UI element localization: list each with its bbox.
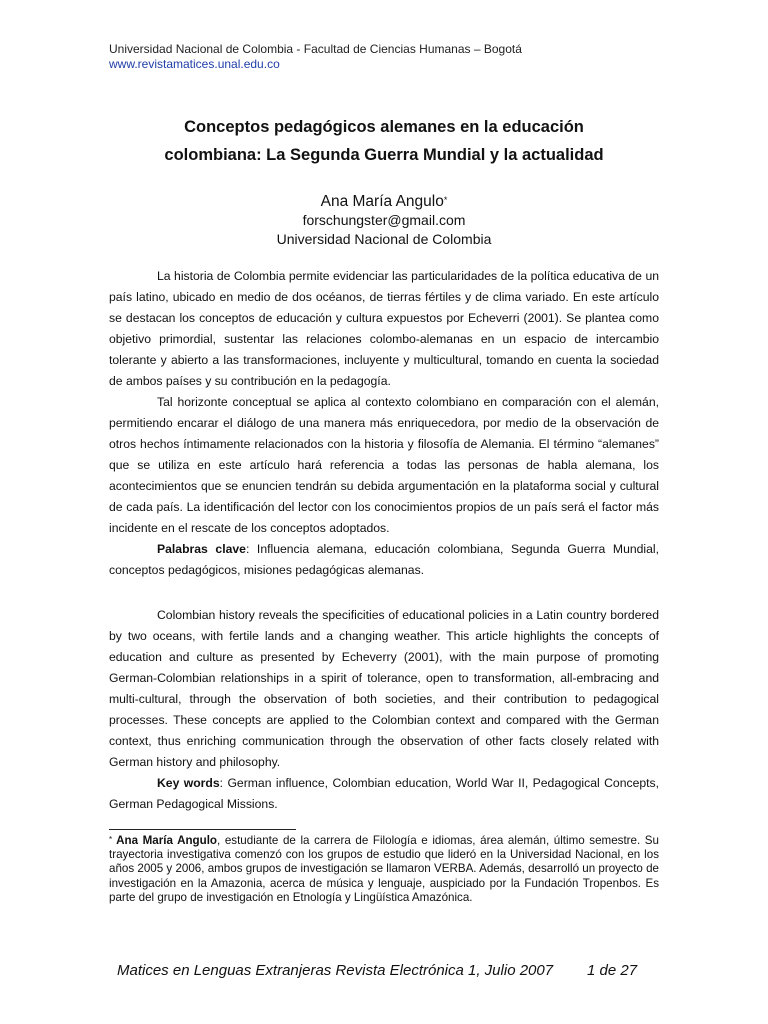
footnote (109, 834, 659, 905)
abstract-spanish (109, 266, 659, 581)
abstract-english (109, 605, 659, 815)
keywords-label-es: Palabras clave (157, 542, 246, 556)
footer-page-number: 1 de 27 (587, 962, 638, 979)
abstract-es-paragraph-1: La historia de Colombia permite evidenciar las particularidades de la política educativa de un país latino, ubicado en medio de dos océanos, de tierras fértiles y de clima variado. En este artículo se destacan los conceptos de educación y cultura expuestos por Echeverri (2001). Se plantea como objetivo primordial, sustentar las relaciones colombo-alemanas en un espacio de intercambio tolerante y abierto a las transformaciones, incluyente y multicultural, tomando en cuenta la sociedad de ambos países y su contribución en la pedagogía. (109, 269, 659, 388)
footnote-author-name: Ana María Angulo (116, 834, 218, 847)
title-line-1: Conceptos pedagógicos alemanes en la educación (184, 118, 584, 136)
author-email: forschungster@gmail.com (302, 212, 466, 228)
keywords-es: : Influencia alemana, educación colombiana, Segunda Guerra Mundial, conceptos pedagógicos, misiones pedagógicas alemanas. (109, 542, 659, 577)
keywords-en: : German influence, Colombian education, World War II, Pedagogical Concepts, German Pedagogical Missions. (109, 776, 659, 811)
footnote-marker: * (109, 835, 113, 844)
abstract-es-paragraph-2: Tal horizonte conceptual se aplica al contexto colombiano en comparación con el alemán, permitiendo encarar el diálogo de una manera más enriquecedora, por medio de la observación de otros hechos íntimamente relacionados con la historia y filosofía de Alemania. El término “alemanes” que se utiliza en este artículo hará referencia a todas las personas de habla alemana, los acontecimientos que se enuncien tendrán su debida argumentación en la plataforma social y cultural de cada país. La identificación del lector con los conocimientos propios de un país será el factor más incidente en el rescate de los conceptos adoptados. (109, 395, 659, 535)
author-name: Ana María Angulo (320, 193, 444, 210)
abstract-en-keywords (109, 773, 659, 815)
footer-journal: Matices en Lenguas Extranjeras Revista Electrónica 1, Julio 2007 (117, 962, 554, 979)
header-institution: Universidad Nacional de Colombia - Facultad de Ciencias Humanas – Bogotá (109, 42, 522, 56)
author-name-line (0, 193, 768, 211)
footnote-divider (109, 829, 296, 830)
abstract-en-paragraph-1: Colombian history reveals the specificities of educational policies in a Latin country bordered by two oceans, with fertile lands and a changing weather. This article highlights the concepts of education and culture as presented by Echeverry (2001), with the main purpose of promoting German-Colombian relationships in a spirit of tolerance, open to transformation, all-embracing and multi-cultural, through the observation of both societies, and their contribution to pedagogical processes. These concepts are applied to the Colombian context and compared with the German context, thus enriching communication through the observation of other facts closely related with German history and philosophy. (109, 608, 659, 769)
author-affiliation: Universidad Nacional de Colombia (276, 231, 492, 247)
title-line-2: colombiana: La Segunda Guerra Mundial y la actualidad (164, 146, 604, 164)
keywords-label-en: Key words (157, 776, 220, 790)
footnote-text: , estudiante de la carrera de Filología e idiomas, área alemán, último semestre. Su trayectoria investigativa comenzó con los grupos de estudio que lideró en la Universidad Nacional, en los años 2005 y 2006, ambos grupos de investigación se llamaron VERBA. Además, desarrolló un proyecto de investigación en la Amazonia, acerca de música y lenguaje, auspiciado por la Fundación Tropenbos. Es parte del grupo de investigación en Etnología y Lingüística Amazónica. (109, 834, 659, 904)
abstract-es-keywords (109, 539, 659, 581)
author-footnote-marker[interactable]: * (443, 195, 448, 205)
header-url-link[interactable]: www.revistamatices.unal.edu.co (109, 57, 280, 71)
